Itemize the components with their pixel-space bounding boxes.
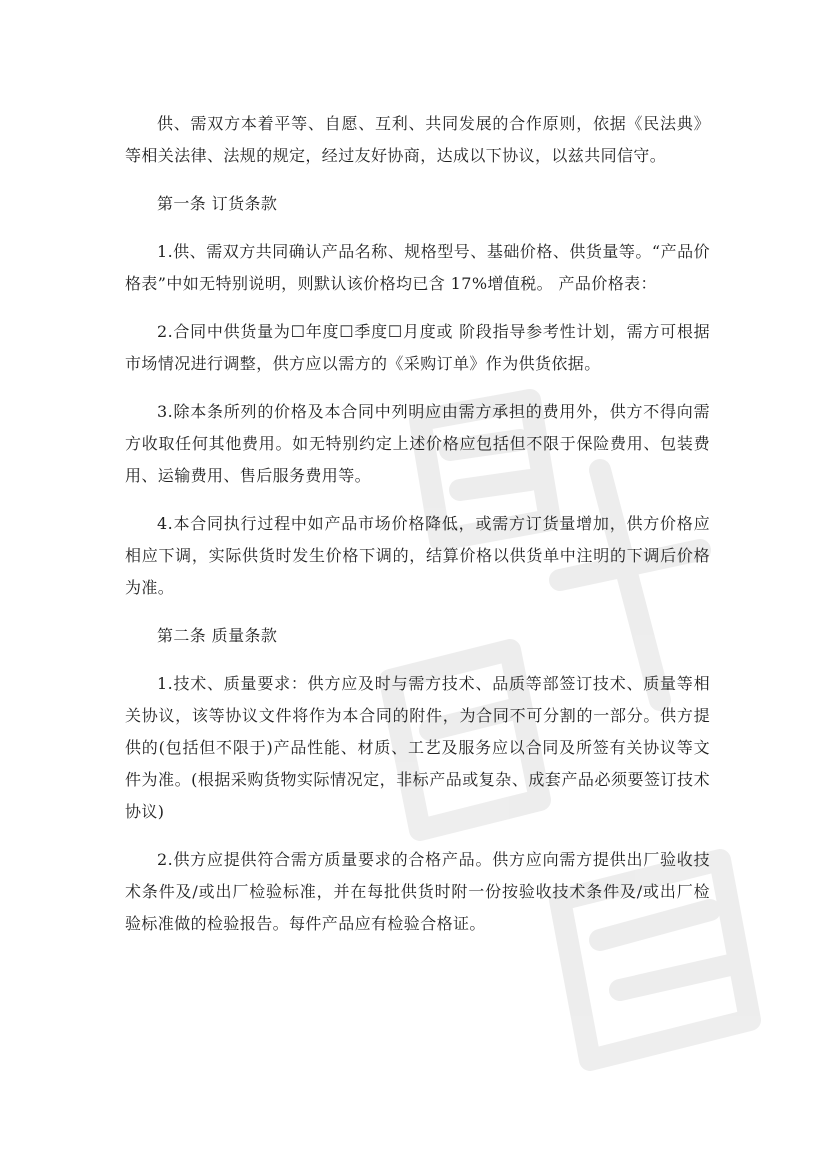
body-paragraph: 4.本合同执行过程中如产品市场价格降低，或需方订货量增加，供方价格应相应下调，实际供货时发生价格下调的，结算价格以供货单中注明的下调后价格为准。 [125,514,710,597]
body-paragraph: 供、需双方本着平等、自愿、互利、共同发展的合作原则，依据《民法典》等相关法律、法规的规定，经过友好协商，达成以下协议，以兹共同信守。 [125,114,710,165]
body-paragraph: 1.技术、质量要求：供方应及时与需方技术、品质等部签订技术、质量等相关协议，该等协议文件将作为本合同的附件，为合同不可分割的一部分。供方提供的(包括但不限于)产品性能、材质、工艺及服务应以合同及所签有关协议等文件为准。(根据采购货物实际情况定，非标产品或复杂、成套产品必须要签订技术协议) [125,674,710,821]
body-paragraph: 2.合同中供货量为☐年度☐季度☐月度或 阶段指导参考性计划，需方可根据市场情况进行调整，供方应以需方的《采购订单》作为供货依据。 [125,322,710,373]
body-paragraph: 3.除本条所列的价格及本合同中列明应由需方承担的费用外，供方不得向需方收取任何其他费用。如无特别约定上述价格应包括但不限于保险费用、包装费用、运输费用、售后服务费用等。 [125,402,710,485]
section-heading: 第一条 订货条款 [157,194,278,213]
body-paragraph: 2.供方应提供符合需方质量要求的合格产品。供方应向需方提供出厂验收技术条件及/或出厂检验标准，并在每批供货时附一份按验收技术条件及/或出厂检验标准做的检验报告。每件产品应有检验合格证。 [125,850,710,933]
document-body [125,108,710,956]
section-heading: 第二条 质量条款 [157,626,278,645]
body-paragraph: 1.供、需双方共同确认产品名称、规格型号、基础价格、供货量等。“产品价格表”中如无特别说明，则默认该价格均已含 17%增值税。 产品价格表： [125,242,710,293]
